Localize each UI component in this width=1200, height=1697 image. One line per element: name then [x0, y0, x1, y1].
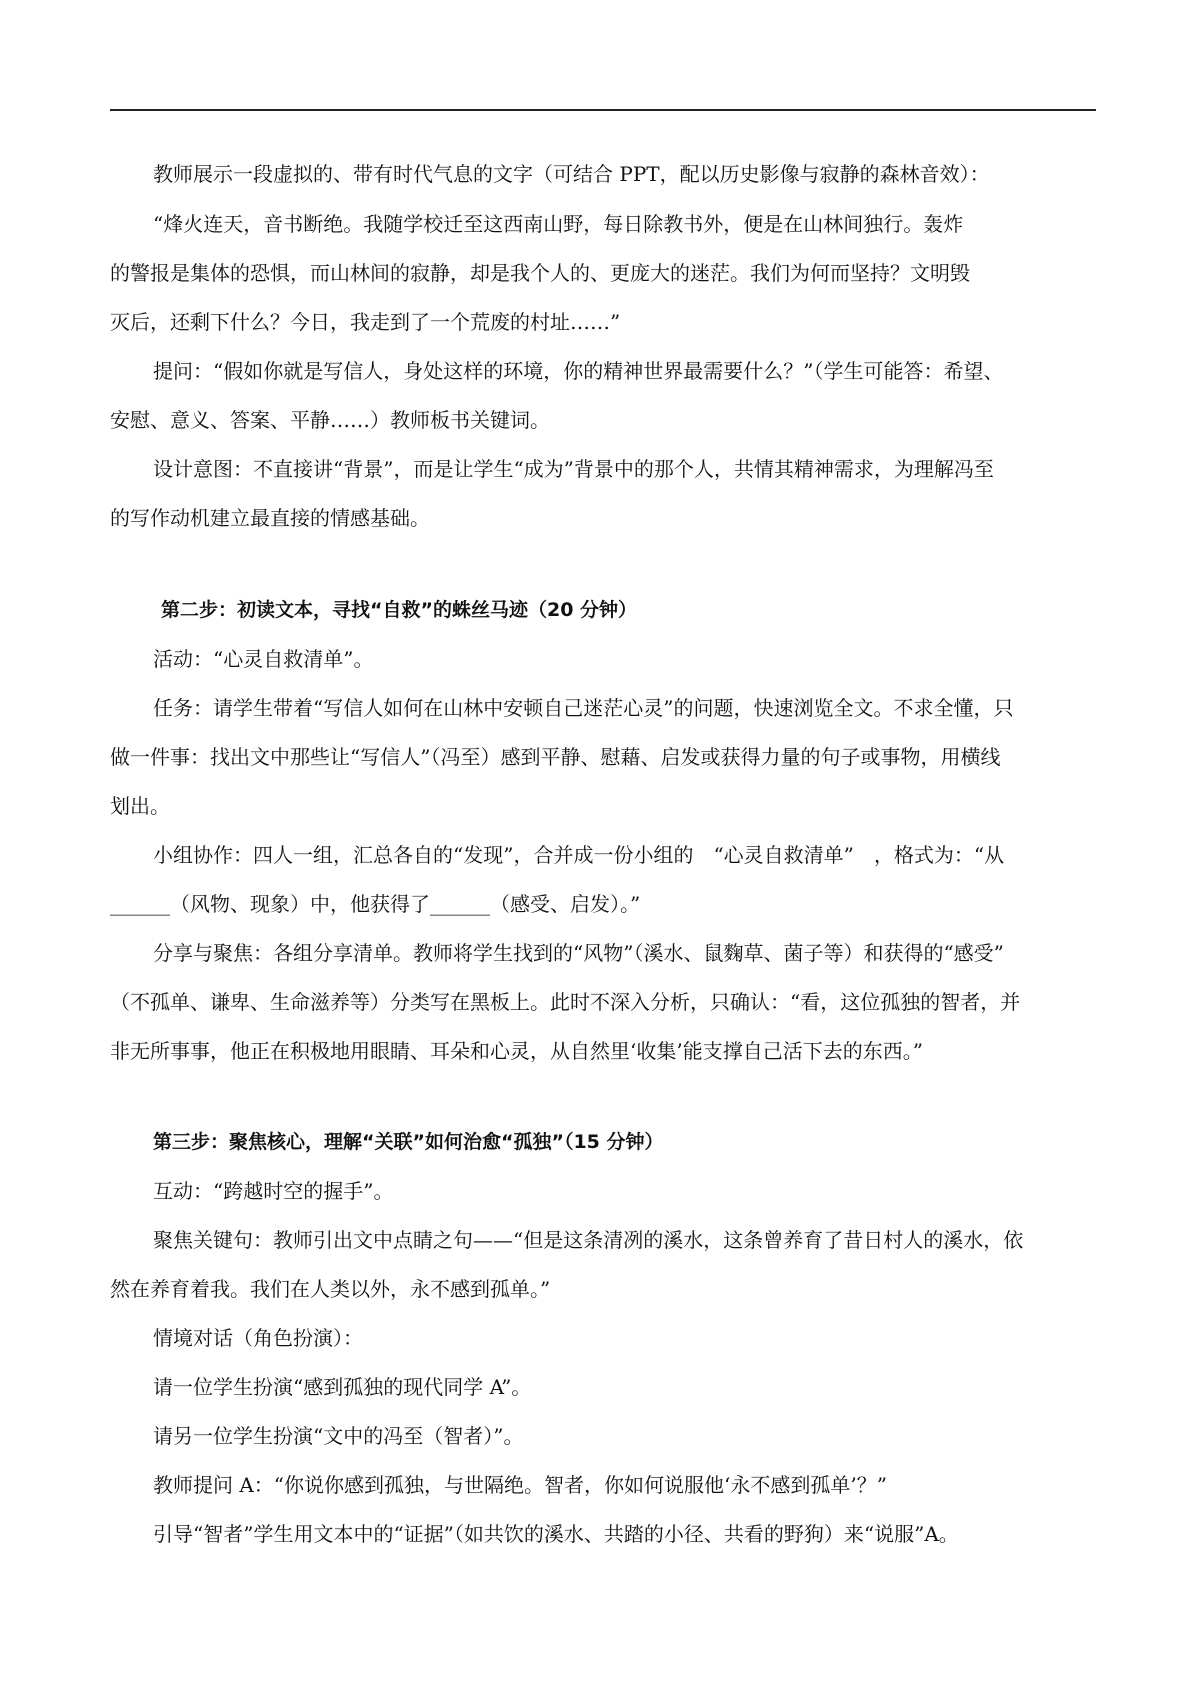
group-work-line: ______（风物、现象）中，他获得了______（感受、启发）。”	[110, 892, 641, 916]
task-line: 任务：请学生带着“写信人如何在山林中安顿自己迷茫心灵”的问题，快速浏览全文。不求全懂，只	[153, 696, 1014, 720]
quote-line: 的警报是集体的恐惧，而山林间的寂静，却是我个人的、更庞大的迷茫。我们为何而坚持？文明毁	[110, 261, 970, 285]
task-line: 做一件事：找出文中那些让“写信人”（冯至）感到平静、慰藉、启发或获得力量的句子或事物，用横线	[110, 745, 1001, 769]
question-line: 安慰、意义、答案、平静……）教师板书关键词。	[110, 408, 550, 432]
role-play-line: 教师提问 A：“你说你感到孤独，与世隔绝。智者，你如何说服他‘永不感到孤单’？”	[153, 1473, 887, 1497]
quote-line: 灭后，还剩下什么？今日，我走到了一个荒废的村址……”	[110, 310, 621, 334]
key-sentence-line: 然在养育着我。我们在人类以外，永不感到孤单。”	[110, 1277, 551, 1301]
key-sentence-line: 聚焦关键句：教师引出文中点睛之句——“但是这条清冽的溪水，这条曾养育了昔日村人的溪水，依	[153, 1228, 1024, 1252]
role-play-line: 引导“智者”学生用文本中的“证据”（如共饮的溪水、共踏的小径、共看的野狗）来“说服”A。	[153, 1522, 959, 1546]
design-intent-line: 设计意图：不直接讲“背景”，而是让学生“成为”背景中的那个人，共情其精神需求，为理解冯至	[153, 457, 994, 481]
role-play-line: 请另一位学生扮演“文中的冯至（智者）”。	[153, 1424, 524, 1448]
role-play-line: 情境对话（角色扮演）：	[153, 1326, 363, 1350]
activity-line: 活动：“心灵自救清单”。	[153, 647, 374, 671]
question-line: 提问：“假如你就是写信人，身处这样的环境，你的精神世界最需要什么？”（学生可能答：希望、	[153, 359, 1004, 383]
share-line: 非无所事事，他正在积极地用眼睛、耳朵和心灵，从自然里‘收集’能支撑自己活下去的东西。”	[110, 1039, 923, 1063]
paragraph-intro-line: 教师展示一段虚拟的、带有时代气息的文字（可结合 PPT，配以历史影像与寂静的森林音效）：	[153, 162, 990, 186]
share-line: （不孤单、谦卑、生命滋养等）分类写在黑板上。此时不深入分析，只确认：“看，这位孤独的智者，并	[110, 990, 1021, 1014]
design-intent-line: 的写作动机建立最直接的情感基础。	[110, 506, 430, 530]
group-work-line: 小组协作：四人一组，汇总各自的“发现”，合并成一份小组的 “心灵自救清单” ，格式为：“从	[153, 843, 1005, 867]
interaction-line: 互动：“跨越时空的握手”。	[153, 1179, 394, 1203]
quote-line: “烽火连天，音书断绝。我随学校迁至这西南山野，每日除教书外，便是在山林间独行。轰炸	[153, 212, 964, 236]
share-line: 分享与聚焦：各组分享清单。教师将学生找到的“风物”（溪水、鼠麴草、菌子等）和获得的“感受”	[153, 941, 1004, 965]
header-rule	[110, 109, 1096, 111]
section-heading-step-3: 第三步：聚焦核心，理解“关联”如何治愈“孤独”（15 分钟）	[153, 1131, 664, 1153]
task-line: 划出。	[110, 794, 170, 818]
section-heading-step-2: 第二步：初读文本，寻找“自救”的蛛丝马迹（20 分钟）	[161, 599, 638, 621]
role-play-line: 请一位学生扮演“感到孤独的现代同学 A”。	[153, 1375, 532, 1399]
